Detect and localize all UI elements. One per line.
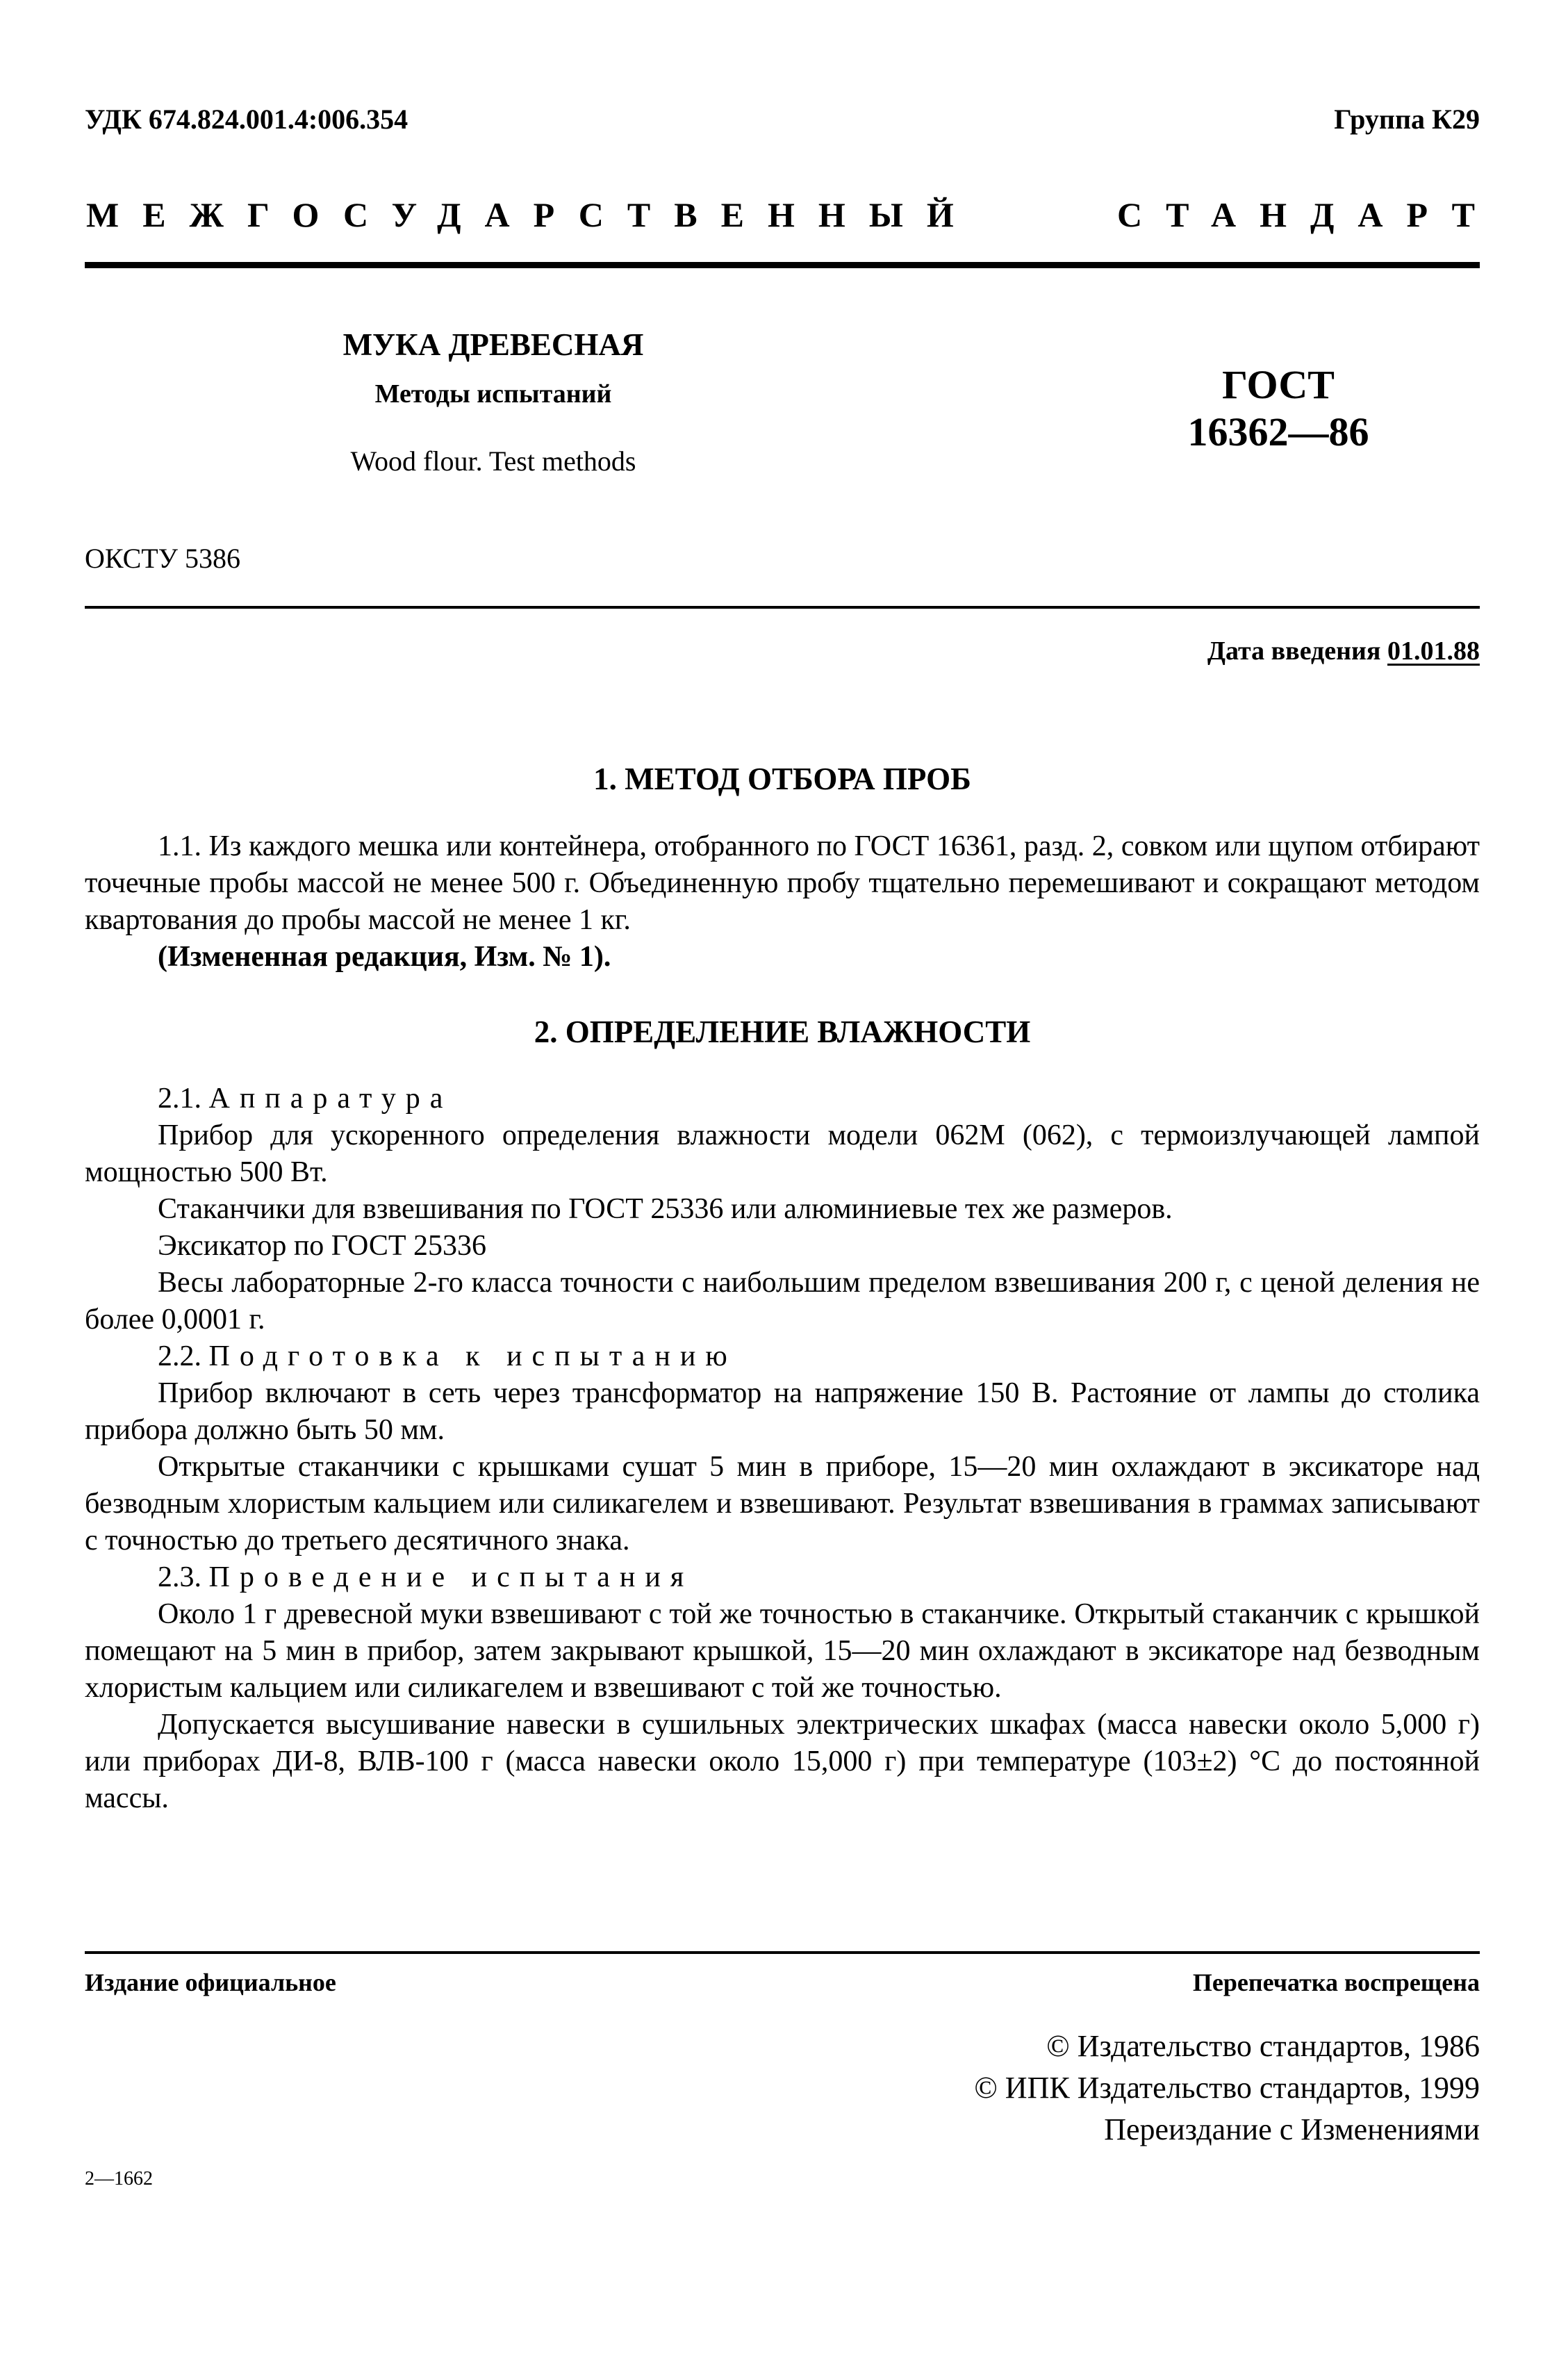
footer-divider [85, 1951, 1480, 1954]
copyright-1999: © ИПК Издательство стандартов, 1999 [974, 2071, 1480, 2105]
header-divider [85, 262, 1480, 268]
reprint-prohibited: Перепечатка воспрещена [1192, 1969, 1480, 1996]
banner-standard: СТАНДАРТ [1117, 195, 1499, 234]
banner-interstate: МЕЖГОСУДАРСТВЕННЫЙ [86, 195, 977, 234]
preparation-paragraph: Открытые стаканчики с крышками сушат 5 мин в приборе, 15—20 мин охлаждают в эксикаторе над безводным хлористым кальцием или силикагелем и взвешивают. Результат взвешивания в граммах записывают с точностью до третьего десятичного знака. [85, 1451, 1480, 1556]
reissue-note: Переиздание с Изменениями [1104, 2112, 1480, 2146]
clause-2-1-number: 2.1. [158, 1083, 201, 1115]
introduction-date [1207, 636, 1480, 666]
clause-2-1-title [85, 1081, 1480, 1117]
document-title-english: Wood flour. Test methods [350, 445, 636, 477]
section-1-heading: 1. МЕТОД ОТБОРА ПРОБ [593, 762, 971, 796]
gost-label: ГОСТ [1222, 362, 1335, 407]
official-edition: Издание официальное [85, 1969, 336, 1996]
apparatus-item: Стаканчики для взвешивания по ГОСТ 25336 или алюминиевые тех же размеров. [158, 1193, 1173, 1225]
title-divider [85, 606, 1480, 609]
clause-2-1-name: Аппаратура [208, 1083, 453, 1115]
okstu-code: ОКСТУ 5386 [85, 543, 241, 574]
clause-2-3-title [85, 1559, 1480, 1596]
document-title: МУКА ДРЕВЕСНАЯ [343, 327, 644, 362]
introduction-date-label: Дата введения [1207, 636, 1381, 666]
apparatus-item: Эксикатор по ГОСТ 25336 [158, 1230, 487, 1262]
clause-2-3-number: 2.3. [158, 1561, 201, 1593]
gost-number [1125, 361, 1431, 456]
preparation-paragraph: Прибор включают в сеть через трансформатор на напряжение 150 В. Растояние от лампы до столика прибора должно быть 50 мм. [85, 1377, 1480, 1446]
section-2-heading: 2. ОПРЕДЕЛЕНИЕ ВЛАЖНОСТИ [534, 1014, 1031, 1049]
apparatus-item: Прибор для ускоренного определения влажности модели 062М (062), с термоизлучающей лампой мощностью 500 Вт. [85, 1119, 1480, 1188]
clause-2-2-title [85, 1338, 1480, 1375]
document-subtitle: Методы испытаний [374, 379, 612, 409]
clause-2-2-number: 2.2. [158, 1340, 201, 1372]
test-paragraph: Допускается высушивание навески в сушильных электрических шкафах (масса навески около 5,000 г) или приборах ДИ-8, ВЛВ-100 г (масса навески около 15,000 г) при температуре (103±2) °С до постоянной массы. [85, 1709, 1480, 1814]
apparatus-item: Весы лабораторные 2-го класса точности с наибольшим пределом взвешивания 200 г, с ценой деления не более 0,0001 г. [85, 1267, 1480, 1336]
edit-note: (Измененная редакция, Изм. № 1). [158, 941, 611, 973]
clause-2-2-name: Подготовка к испытанию [208, 1340, 737, 1372]
udk-code: УДК 674.824.001.4:006.354 [85, 104, 408, 135]
clause-2-3-name: Проведение испытания [208, 1561, 694, 1593]
group-code: Группа К29 [1334, 104, 1480, 135]
page-code: 2—1662 [85, 2168, 153, 2190]
test-paragraph: Около 1 г древесной муки взвешивают с той же точностью в стаканчике. Открытый стаканчик с крышкой помещают на 5 мин в прибор, затем закрывают крышкой, 15—20 мин охлаждают в эксикаторе над безводным хлористым кальцием или силикагелем и взвешивают с той же точностью. [85, 1598, 1480, 1704]
introduction-date-value: 01.01.88 [1387, 636, 1480, 666]
copyright-1986: © Издательство стандартов, 1986 [1046, 2029, 1480, 2063]
paragraph-1-1: 1.1. Из каждого мешка или контейнера, отобранного по ГОСТ 16361, разд. 2, совком или щупом отбирают точечные пробы массой не менее 500 г. Объединенную пробу тщательно перемешивают и сокращают методом квартования до пробы массой не менее 1 кг. [85, 830, 1480, 936]
gost-code: 16362—86 [1187, 409, 1369, 454]
